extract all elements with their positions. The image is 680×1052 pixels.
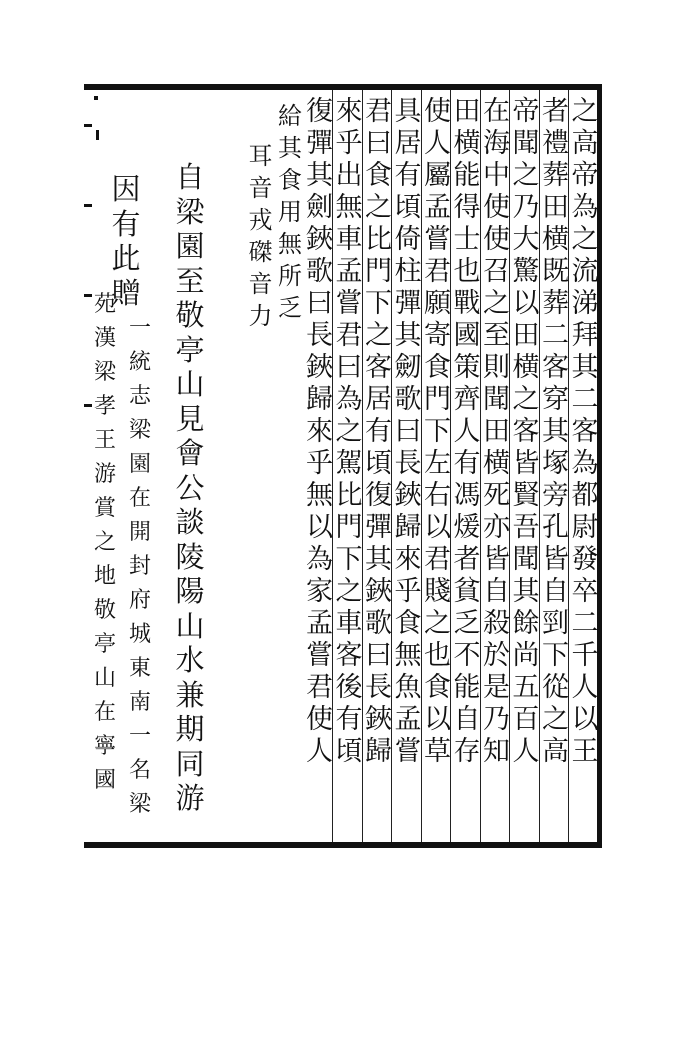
character: 百 (512, 704, 540, 735)
character: 策 (453, 352, 481, 383)
character: 食 (424, 672, 451, 703)
character: 聞 (512, 544, 540, 575)
character: 之 (335, 416, 363, 447)
character: 帝 (512, 96, 540, 127)
text-column-9 (334, 96, 364, 836)
character: 歌 (365, 608, 392, 639)
character: 聞 (483, 384, 510, 415)
character: 兼 (175, 677, 205, 712)
character: 者 (542, 96, 569, 127)
character: 尉 (571, 512, 599, 543)
character: 見 (175, 401, 205, 436)
character: 能 (453, 672, 481, 703)
character: 為 (571, 448, 599, 479)
character: 以 (571, 704, 599, 735)
character: 卒 (571, 576, 599, 607)
character: 使 (483, 192, 510, 223)
character: 都 (571, 480, 599, 511)
text-column-7 (393, 96, 423, 836)
character: 既 (542, 256, 569, 287)
character: 頃 (365, 448, 392, 479)
character: 鋏 (365, 704, 392, 735)
character: 貧 (453, 576, 481, 607)
character: 客 (571, 416, 599, 447)
character: 屬 (424, 160, 451, 191)
annotation-column-1 (127, 312, 153, 1052)
character: 游 (93, 462, 116, 487)
character: 漢 (93, 326, 116, 351)
character: 之 (93, 530, 116, 555)
character: 發 (571, 544, 599, 575)
character: 一 (128, 724, 151, 749)
text-column-3 (511, 96, 541, 836)
character: 君 (424, 544, 451, 575)
character: 也 (424, 640, 451, 671)
character: 人 (453, 416, 481, 447)
character: 在 (483, 96, 510, 127)
character: 來 (394, 544, 422, 575)
character: 山 (93, 666, 116, 691)
character: 以 (424, 512, 451, 543)
character: 二 (542, 320, 569, 351)
character: 乎 (394, 576, 422, 607)
character: 苑 (93, 292, 116, 317)
character: 其 (306, 160, 333, 191)
character: 食 (278, 166, 302, 194)
character: 左 (424, 448, 451, 479)
character: 下 (542, 640, 569, 671)
character: 乏 (278, 294, 302, 322)
character: 亭 (175, 332, 205, 367)
character: 田 (512, 320, 540, 351)
character: 比 (365, 224, 392, 255)
character: 戰 (453, 288, 481, 319)
character: 君 (306, 672, 333, 703)
character: 東 (128, 656, 151, 681)
character: 以 (512, 288, 540, 319)
character: 其 (394, 320, 422, 351)
character: 横 (453, 128, 481, 159)
character: 府 (128, 588, 151, 613)
character: 田 (542, 192, 569, 223)
character: 吾 (512, 512, 540, 543)
character: 孝 (93, 394, 116, 419)
character: 草 (424, 736, 451, 767)
character: 拜 (571, 320, 599, 351)
character: 歌 (306, 256, 333, 287)
character: 為 (306, 544, 333, 575)
character: 嘗 (306, 640, 333, 671)
character: 亦 (483, 512, 510, 543)
character: 嘗 (424, 224, 451, 255)
character: 南 (128, 690, 151, 715)
character: 使 (306, 704, 333, 735)
character: 車 (335, 224, 363, 255)
character: 曰 (306, 288, 333, 319)
character: 以 (424, 704, 451, 735)
character: 為 (571, 192, 599, 223)
character: 田 (453, 96, 481, 127)
character: 因 (111, 172, 141, 206)
character: 賢 (512, 480, 540, 511)
character: 召 (483, 256, 510, 287)
text-column-4 (482, 96, 512, 836)
character: 聞 (512, 128, 540, 159)
character: 曰 (365, 128, 392, 159)
character: 來 (306, 416, 333, 447)
character: 山 (175, 608, 205, 643)
character: 復 (365, 480, 392, 511)
character: 有 (335, 704, 363, 735)
character: 帝 (571, 160, 599, 191)
character: 五 (512, 672, 540, 703)
character: 公 (175, 470, 205, 505)
character: 者 (453, 544, 481, 575)
character: 流 (571, 256, 599, 287)
character: 頃 (335, 736, 363, 767)
character: 從 (542, 672, 569, 703)
character: 一 (128, 316, 151, 341)
character: 陵 (175, 539, 205, 574)
character: 知 (483, 736, 510, 767)
character: 尚 (512, 640, 540, 671)
annotation-column-2 (92, 288, 118, 1028)
character: 之 (512, 160, 540, 191)
character: 乃 (483, 704, 510, 735)
character: 出 (335, 160, 363, 191)
character: 在 (128, 486, 151, 511)
character: 煖 (453, 512, 481, 543)
character: 之 (483, 288, 510, 319)
character: 之 (512, 384, 540, 415)
character: 家 (306, 576, 333, 607)
character: 得 (453, 192, 481, 223)
text-column-2 (541, 96, 571, 836)
character: 梁 (128, 792, 151, 817)
character: 其 (571, 352, 599, 383)
character: 之 (571, 96, 599, 127)
character: 孔 (542, 512, 569, 543)
note-column-2 (246, 140, 276, 880)
character: 不 (453, 640, 481, 671)
character: 使 (424, 96, 451, 127)
character: 君 (335, 320, 363, 351)
character: 彈 (394, 288, 422, 319)
character: 馮 (453, 480, 481, 511)
character: 贈 (111, 275, 141, 310)
character: 下 (424, 416, 451, 447)
character: 彈 (306, 128, 333, 159)
character: 乏 (453, 608, 481, 639)
character: 孟 (306, 608, 333, 639)
character: 鋏 (394, 480, 422, 511)
character: 封 (128, 554, 151, 579)
text-column-5 (452, 96, 482, 836)
character: 來 (335, 96, 363, 127)
character: 穿 (542, 384, 569, 415)
character: 會 (175, 436, 205, 470)
character: 地 (93, 564, 116, 589)
text-column-10 (305, 96, 335, 836)
character: 皆 (483, 544, 510, 575)
character: 長 (394, 448, 422, 479)
character: 在 (93, 700, 116, 725)
character: 鋏 (306, 352, 333, 383)
character: 君 (424, 256, 451, 287)
character: 食 (365, 160, 392, 191)
character: 王 (93, 428, 116, 453)
character: 中 (483, 160, 510, 191)
character: 嘗 (394, 736, 422, 767)
character: 鋏 (365, 576, 392, 607)
character: 自 (175, 160, 205, 194)
character: 横 (542, 224, 569, 255)
character: 寧 (93, 734, 116, 759)
character: 曰 (335, 352, 363, 383)
character: 後 (335, 672, 363, 703)
character: 於 (483, 640, 510, 671)
character: 梁 (128, 418, 151, 443)
character: 其 (278, 134, 302, 162)
character: 亭 (93, 632, 116, 657)
character: 曰 (394, 416, 422, 447)
character: 劒 (394, 352, 422, 383)
character: 至 (483, 320, 510, 351)
character: 齊 (453, 384, 481, 415)
character: 葬 (542, 160, 569, 191)
character: 乎 (306, 448, 333, 479)
character: 駕 (335, 448, 363, 479)
character: 曰 (365, 640, 392, 671)
character: 用 (278, 198, 302, 226)
character: 力 (248, 302, 273, 330)
character: 海 (483, 128, 510, 159)
character: 皆 (512, 448, 540, 479)
note-column-1 (275, 100, 305, 840)
character: 乎 (335, 128, 363, 159)
character: 千 (571, 640, 599, 671)
character: 人 (512, 736, 540, 767)
character: 之 (365, 192, 392, 223)
character: 鋏 (306, 224, 333, 255)
character: 彈 (365, 512, 392, 543)
character: 名 (128, 758, 151, 783)
character: 談 (175, 505, 205, 539)
character: 音 (248, 174, 273, 202)
character: 食 (394, 608, 422, 639)
character: 食 (424, 352, 451, 383)
character: 寄 (424, 320, 451, 351)
character: 門 (335, 512, 363, 543)
text-column-6 (423, 96, 453, 836)
character: 禮 (542, 128, 569, 159)
character: 田 (483, 416, 510, 447)
scan-speck (94, 96, 98, 100)
character: 驚 (512, 256, 540, 287)
character: 乃 (512, 192, 540, 223)
character: 使 (483, 224, 510, 255)
character: 是 (483, 672, 510, 703)
character: 自 (542, 576, 569, 607)
character: 音 (248, 270, 273, 298)
character: 梁 (175, 194, 205, 229)
character: 無 (306, 480, 333, 511)
character: 人 (306, 736, 333, 767)
character: 劍 (306, 192, 333, 223)
character: 長 (365, 672, 392, 703)
character: 客 (335, 640, 363, 671)
character: 之 (365, 320, 392, 351)
character: 此 (111, 241, 141, 275)
character: 葬 (542, 288, 569, 319)
character: 塚 (542, 448, 569, 479)
character: 游 (175, 781, 205, 815)
character: 高 (542, 736, 569, 767)
character: 耳 (248, 142, 273, 170)
character: 王 (571, 736, 599, 767)
character: 客 (365, 352, 392, 383)
scan-speck (96, 130, 99, 140)
character: 門 (365, 256, 392, 287)
character: 有 (453, 448, 481, 479)
character: 旁 (542, 480, 569, 511)
character: 横 (483, 448, 510, 479)
character: 歸 (394, 512, 422, 543)
character: 敬 (93, 598, 116, 623)
character: 居 (394, 128, 422, 159)
character: 園 (128, 452, 151, 477)
character: 歌 (394, 384, 422, 415)
character: 之 (424, 608, 451, 639)
character: 自 (483, 576, 510, 607)
character: 至 (175, 263, 205, 298)
character: 柱 (394, 256, 422, 287)
character: 其 (512, 576, 540, 607)
character: 統 (128, 350, 151, 375)
character: 有 (394, 160, 422, 191)
character: 餘 (512, 608, 540, 639)
character: 死 (483, 480, 510, 511)
character: 下 (335, 544, 363, 575)
character: 山 (175, 367, 205, 401)
character: 也 (453, 256, 481, 287)
character: 園 (175, 229, 205, 263)
character: 戎 (248, 206, 273, 234)
character: 以 (306, 512, 333, 543)
character: 頃 (394, 192, 422, 223)
character: 陽 (175, 574, 205, 608)
character: 水 (175, 643, 205, 677)
character: 其 (365, 544, 392, 575)
character: 存 (453, 736, 481, 767)
character: 孟 (335, 256, 363, 287)
character: 志 (128, 384, 151, 409)
character: 孟 (424, 192, 451, 223)
character: 之 (571, 224, 599, 255)
character: 有 (111, 206, 141, 241)
character: 客 (542, 352, 569, 383)
adjacent-page-edge (84, 84, 92, 848)
character: 皆 (542, 544, 569, 575)
character: 磔 (248, 238, 273, 266)
character: 人 (424, 128, 451, 159)
character: 倚 (394, 224, 422, 255)
text-column-8 (364, 96, 394, 836)
character: 城 (128, 622, 151, 647)
character: 期 (175, 712, 205, 746)
character: 所 (278, 262, 302, 290)
character: 自 (453, 704, 481, 735)
character: 横 (512, 352, 540, 383)
character: 下 (365, 288, 392, 319)
character: 居 (365, 384, 392, 415)
character: 為 (335, 384, 363, 415)
character: 大 (512, 224, 540, 255)
character: 歸 (365, 736, 392, 767)
character: 願 (424, 288, 451, 319)
character: 其 (542, 416, 569, 447)
character: 敬 (175, 298, 205, 332)
character: 國 (93, 768, 116, 793)
character: 右 (424, 480, 451, 511)
character: 給 (278, 102, 302, 130)
character: 無 (394, 640, 422, 671)
character: 嘗 (335, 288, 363, 319)
character: 復 (306, 96, 333, 127)
character: 高 (571, 128, 599, 159)
character: 殺 (483, 608, 510, 639)
character: 之 (335, 576, 363, 607)
character: 魚 (394, 672, 422, 703)
character: 車 (335, 608, 363, 639)
character: 客 (512, 416, 540, 447)
character: 有 (365, 416, 392, 447)
character: 國 (453, 320, 481, 351)
character: 無 (278, 230, 302, 258)
character: 無 (335, 192, 363, 223)
character: 比 (335, 480, 363, 511)
character: 剄 (542, 608, 569, 639)
poem-title-column-1 (172, 160, 208, 900)
character: 開 (128, 520, 151, 545)
character: 門 (424, 384, 451, 415)
character: 賞 (93, 496, 116, 521)
character: 孟 (394, 704, 422, 735)
character: 人 (571, 672, 599, 703)
character: 能 (453, 160, 481, 191)
character: 賤 (424, 576, 451, 607)
character: 君 (365, 96, 392, 127)
character: 長 (306, 320, 333, 351)
character: 歸 (306, 384, 333, 415)
character: 同 (175, 746, 205, 781)
character: 具 (394, 96, 422, 127)
character: 則 (483, 352, 510, 383)
character: 士 (453, 224, 481, 255)
character: 二 (571, 608, 599, 639)
text-column-1 (570, 96, 600, 836)
character: 梁 (93, 360, 116, 385)
character: 涕 (571, 288, 599, 319)
character: 二 (571, 384, 599, 415)
character: 之 (542, 704, 569, 735)
